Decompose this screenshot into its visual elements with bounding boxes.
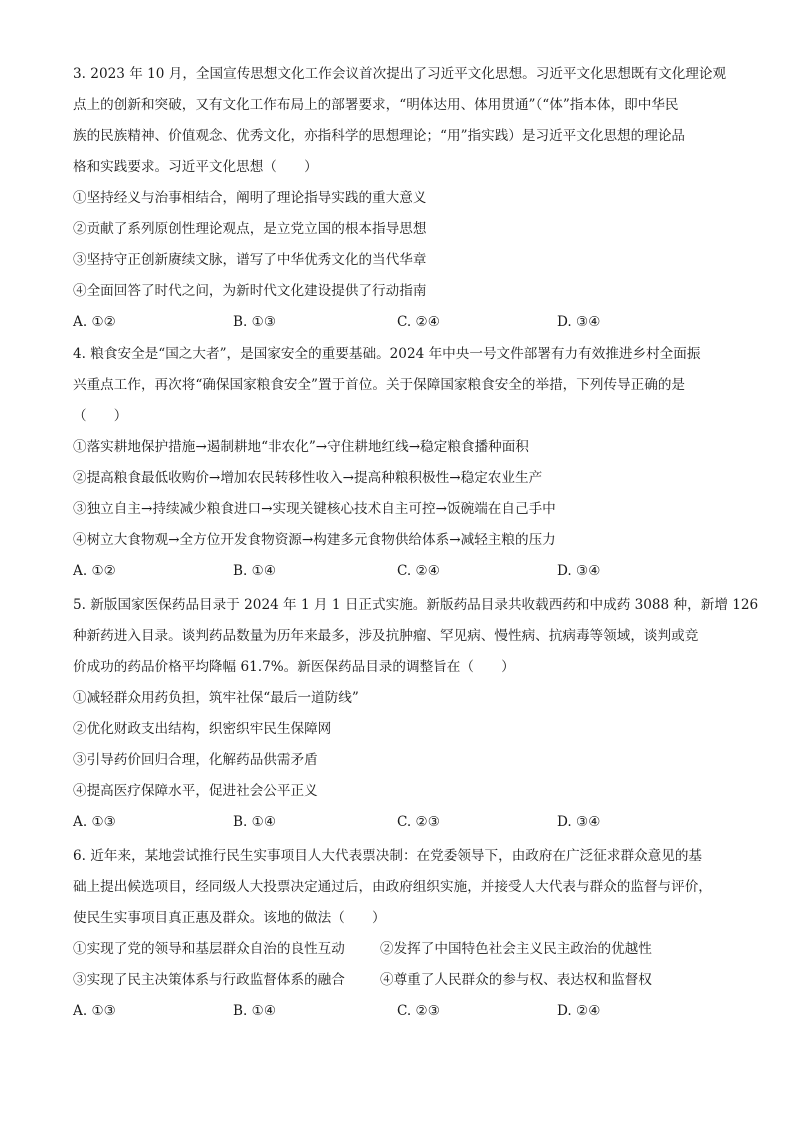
question-3: [73, 59, 733, 338]
question-stem-line: 使民生实事项目真正惠及群众。该地的做法（ ）: [73, 910, 386, 926]
question-5: [73, 590, 759, 838]
option-d[interactable]: D. ②④: [557, 1003, 601, 1019]
statement-item: ④全面回答了时代之问，为新时代文化建设提供了行动指南: [73, 283, 427, 299]
option-b[interactable]: B. ①④: [233, 814, 277, 830]
question-stem-line: 5. 新版国家医保药品目录于 2024 年 1 月 1 日正式实施。新版药品目录共收载西药和中成药 3088 种，新增 126: [73, 597, 759, 613]
option-d[interactable]: D. ③④: [557, 314, 601, 330]
answer-options: [73, 556, 733, 587]
statement-item: ④提高医疗保障水平，促进社会公平正义: [73, 783, 318, 799]
statement-item: ②优化财政支出结构，织密织牢民生保障网: [73, 721, 332, 737]
option-b[interactable]: B. ①③: [233, 314, 277, 330]
statement-item: ④树立大食物观→全方位开发食物资源→构建多元食物供给体系→减轻主粮的压力: [73, 532, 556, 548]
option-c[interactable]: C. ②④: [397, 314, 440, 330]
statement-item: ③坚持守正创新赓续文脉，谱写了中华优秀文化的当代华章: [73, 252, 427, 268]
statement-pair: [73, 934, 733, 965]
option-a[interactable]: A. ①③: [73, 1003, 116, 1019]
option-c[interactable]: C. ②③: [397, 814, 440, 830]
statement-item: ①坚持经义与治事相结合，阐明了理论指导实践的重大意义: [73, 190, 427, 206]
option-b[interactable]: B. ①④: [233, 1003, 277, 1019]
question-6: [73, 841, 733, 1027]
question-stem-line: 兴重点工作，再次将“确保国家粮食安全”置于首位。关于保障国家粮食安全的举措，下列传导正确的是: [73, 377, 686, 393]
statement-item: ①实现了党的领导和基层群众自治的良性互动: [73, 941, 345, 957]
option-d[interactable]: D. ③④: [557, 814, 601, 830]
statement-item: ④尊重了人民群众的参与权、表达权和监督权: [380, 972, 652, 988]
option-a[interactable]: A. ①②: [73, 563, 116, 579]
answer-options: [73, 307, 733, 338]
statement-item: ②提高粮食最低收购价→增加农民转移性收入→提高种粮积极性→稳定农业生产: [73, 470, 543, 486]
question-stem-line: 点上的创新和突破，又有文化工作布局上的部署要求，“明体达用、体用贯通”（“体”指本体，即中华民: [73, 97, 679, 113]
question-stem-line: （ ）: [73, 408, 128, 424]
question-stem-line: 6. 近年来，某地尝试推行民生实事项目人大代表票决制：在党委领导下，由政府在广泛征求群众意见的基: [73, 848, 703, 864]
option-c[interactable]: C. ②④: [397, 563, 440, 579]
option-d[interactable]: D. ③④: [557, 563, 601, 579]
statement-item: ①减轻群众用药负担，筑牢社保“最后一道防线”: [73, 690, 359, 706]
statement-item: ②贡献了系列原创性理论观点，是立党立国的根本指导思想: [73, 221, 427, 237]
option-c[interactable]: C. ②③: [397, 1003, 440, 1019]
question-stem-line: 价成功的药品价格平均降幅 61.7%。新医保药品目录的调整旨在（ ）: [73, 659, 515, 675]
option-a[interactable]: A. ①③: [73, 814, 116, 830]
answer-options: [73, 807, 733, 838]
question-stem-line: 3. 2023 年 10 月，全国宣传思想文化工作会议首次提出了习近平文化思想。习近平文化思想既有文化理论观: [73, 66, 727, 82]
statement-item: ②发挥了中国特色社会主义民主政治的优越性: [380, 941, 652, 957]
question-stem-line: 格和实践要求。习近平文化思想（ ）: [73, 159, 318, 175]
option-b[interactable]: B. ①④: [233, 563, 277, 579]
statement-item: ①落实耕地保护措施→遏制耕地“非农化”→守住耕地红线→稳定粮食播种面积: [73, 439, 529, 455]
statement-pair: [73, 965, 733, 996]
answer-options: [73, 996, 733, 1027]
statement-item: ③实现了民主决策体系与行政监督体系的融合: [73, 972, 345, 988]
option-a[interactable]: A. ①②: [73, 314, 116, 330]
question-4: [73, 339, 733, 587]
question-stem-line: 族的民族精神、价值观念、优秀文化，亦指科学的思想理论；“用”指实践）是习近平文化思想的理论品: [73, 128, 686, 144]
statement-item: ③引导药价回归合理，化解药品供需矛盾: [73, 752, 318, 768]
question-stem-line: 种新药进入目录。谈判药品数量为历年来最多，涉及抗肿瘤、罕见病、慢性病、抗病毒等领域，谈判或竞: [73, 628, 699, 644]
question-stem-line: 4. 粮食安全是“国之大者”，是国家安全的重要基础。2024 年中央一号文件部署有力有效推进乡村全面振: [73, 346, 701, 362]
question-stem-line: 础上提出候选项目，经同级人大投票决定通过后，由政府组织实施，并接受人大代表与群众的监督与评价，: [73, 879, 712, 895]
statement-item: ③独立自主→持续减少粮食进口→实现关键核心技术自主可控→饭碗端在自己手中: [73, 501, 556, 517]
